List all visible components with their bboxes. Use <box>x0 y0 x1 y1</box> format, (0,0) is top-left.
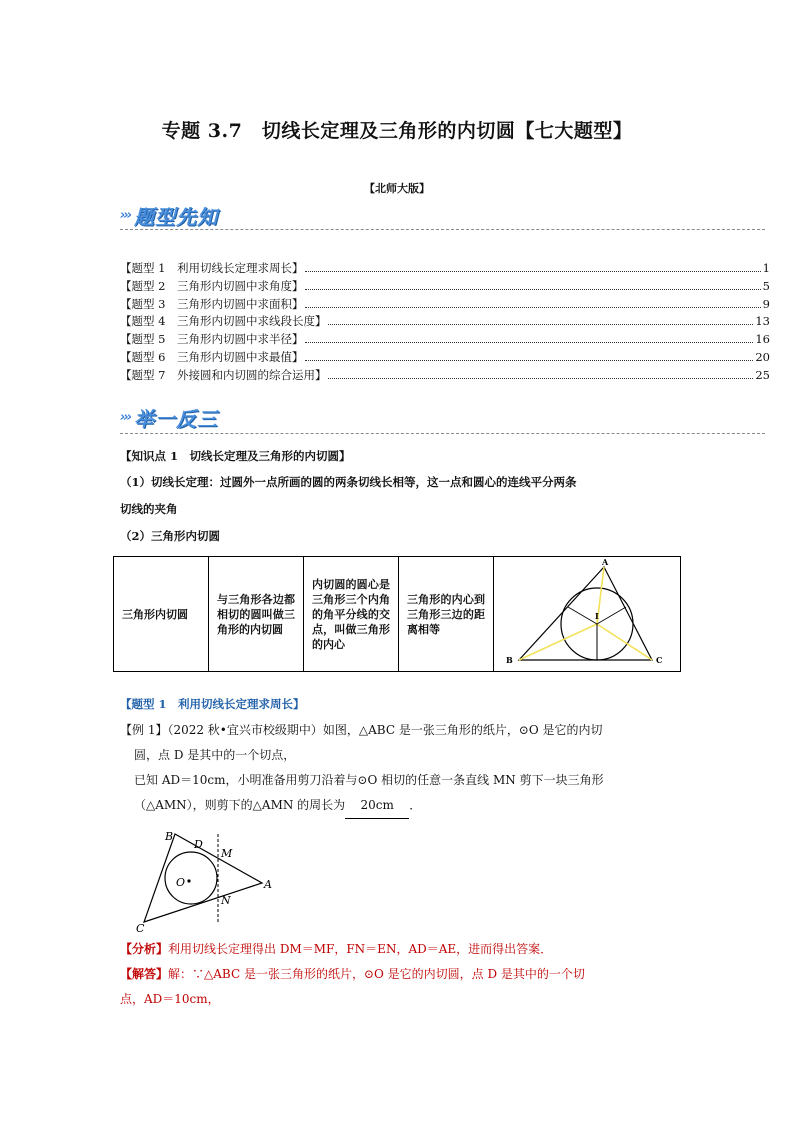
toc-item-7[interactable] <box>120 367 770 385</box>
toc-page: 25 <box>755 367 770 382</box>
table-of-contents <box>120 260 770 385</box>
banner-arrows-icon: ››› <box>120 409 131 425</box>
banner-title: 题型先知 <box>134 204 219 229</box>
point-label-o: O <box>176 876 186 889</box>
vertex-label-a: A <box>602 557 609 567</box>
section-banner-examples <box>120 404 218 430</box>
example-line-4: （△AMN），则剪下的△AMN 的周长为 <box>134 798 346 812</box>
definition-table <box>113 556 681 672</box>
toc-item-1[interactable] <box>120 260 770 278</box>
incenter-label: I <box>595 611 599 621</box>
example-line-2: 圆，点 D 是其中的一个切点， <box>134 748 296 762</box>
point-label-n: N <box>221 894 231 907</box>
point-label-b: B <box>165 830 174 843</box>
toc-item-5[interactable] <box>120 331 770 349</box>
example-label: 【例 1】 <box>120 723 168 737</box>
example-source: （2022 秋•宜兴市校级期中） <box>167 723 323 737</box>
point-label-d: D <box>194 838 203 851</box>
solution-text-1: 解：∵△ABC 是一张三角形的纸片，⊙O 是它的内切圆，点 D 是其中的一个切 <box>168 967 585 981</box>
question-type-heading: 【题型 1 利用切线长定理求周长】 <box>120 697 305 711</box>
toc-label: 【题型 5 三角形内切圆中求半径】 <box>120 332 304 347</box>
table-cell-incenter: 内切圆的圆心是三角形三个内角的角平分线的交点，叫做三角形的内心 <box>304 557 399 672</box>
toc-page: 20 <box>755 349 770 364</box>
analysis <box>120 937 680 962</box>
toc-page: 5 <box>762 278 770 293</box>
solution-label: 【解答】 <box>120 967 169 981</box>
analysis-label: 【分析】 <box>120 942 169 956</box>
solution-text-2: 点，AD＝10cm， <box>120 992 220 1006</box>
incircle-figure <box>494 557 674 667</box>
toc-label: 【题型 1 利用切线长定理求周长】 <box>120 261 304 275</box>
vertex-label-b: B <box>506 655 513 665</box>
vertex-label-c: C <box>656 655 663 665</box>
table-cell-definition: 与三角形各边都相切的圆叫做三角形的内切圆 <box>209 557 304 672</box>
example-line-1: 如图，△ABC 是一张三角形的纸片，⊙O 是它的内切 <box>322 723 603 737</box>
toc-label: 【题型 4 三角形内切圆中求线段长度】 <box>120 314 327 329</box>
divider <box>120 433 765 434</box>
banner-arrows-icon: ››› <box>120 207 131 223</box>
toc-item-6[interactable] <box>120 349 770 367</box>
answer-blank: 20cm <box>345 793 409 819</box>
point-label-a: A <box>264 878 272 891</box>
example-figure <box>130 826 280 936</box>
toc-page: 13 <box>755 314 770 329</box>
table-cell-property: 三角形的内心到三角形三边的距离相等 <box>399 557 494 672</box>
toc-label: 【题型 6 三角形内切圆中求最值】 <box>120 349 304 364</box>
example-1: 【例 1】（2022 秋•宜兴市校级期中）如图，△ABC 是一张三角形的纸片，⊙O 是它的内切 圆，点 D 是其中的一个切点， 已知 AD＝10cm，小明准备用剪刀沿着与⊙O 相切的任意一条直线 MN 剪下一块三角形 （△AMN），则剪下的△AMN 的周长为 20cm ． <box>120 718 680 819</box>
banner-title: 举一反三 <box>134 406 219 431</box>
section-banner-preview <box>120 202 218 228</box>
toc-page: 16 <box>755 332 770 347</box>
table-cell-term: 三角形内切圆 <box>114 557 209 672</box>
toc-page: 1 <box>762 261 770 275</box>
solution <box>120 962 680 1012</box>
toc-label: 【题型 2 三角形内切圆中求角度】 <box>120 278 304 293</box>
knowledge-point-title: 【知识点 1 切线长定理及三角形的内切圆】 <box>120 449 351 463</box>
table-cell-figure <box>494 557 681 672</box>
toc-label: 【题型 7 外接圆和内切圆的综合运用】 <box>120 367 327 382</box>
knowledge-paragraph-1: （1）切线长定理：过圆外一点所画的圆的两条切线长相等，这一点和圆心的连线平分两条 切线的夹角 （2）三角形内切圆 <box>120 475 577 543</box>
analysis-text: 利用切线长定理得出 DM＝MF，FN＝EN，AD＝AE，进而得出答案． <box>168 942 553 956</box>
toc-label: 【题型 3 三角形内切圆中求面积】 <box>120 296 304 311</box>
divider <box>120 229 765 230</box>
point-label-m: M <box>221 847 233 860</box>
toc-item-3[interactable] <box>120 296 770 314</box>
toc-page: 9 <box>762 296 770 311</box>
edition-label: 【北师大版】 <box>364 182 430 195</box>
toc-item-4[interactable] <box>120 313 770 331</box>
point-label-c: C <box>136 922 145 935</box>
page-title: 专题 3.7 切线长定理及三角形的内切圆【七大题型】 <box>161 120 633 142</box>
toc-item-2[interactable] <box>120 278 770 296</box>
example-line-3: 已知 AD＝10cm，小明准备用剪刀沿着与⊙O 相切的任意一条直线 MN 剪下一块三角形 <box>134 773 604 787</box>
